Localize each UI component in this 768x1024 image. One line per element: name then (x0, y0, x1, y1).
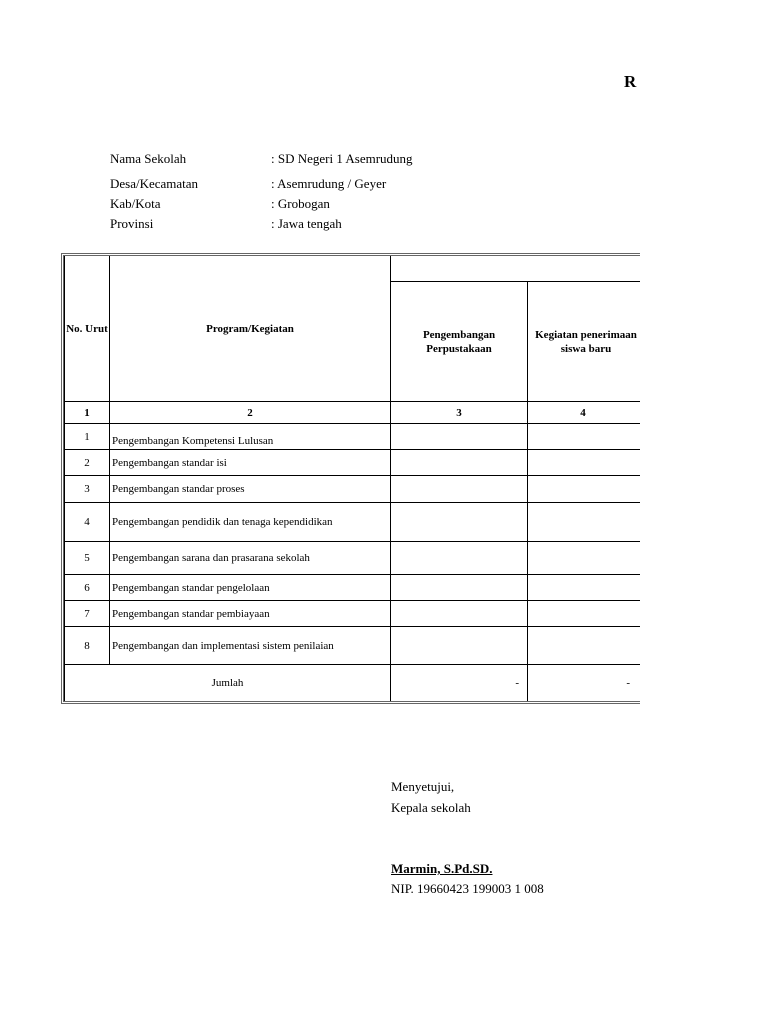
document-title: R (624, 72, 637, 91)
row-col3 (391, 503, 528, 542)
row-no: 4 (64, 503, 110, 542)
row-col3 (391, 601, 528, 627)
signer-name: Marmin, S.Pd.SD. (391, 861, 493, 876)
header-no: No. Urut (64, 256, 110, 402)
row-col3 (391, 542, 528, 575)
header-col4: Kegiatan penerimaan siswa baru (528, 282, 640, 402)
header-program: Program/Kegiatan (110, 256, 391, 402)
approval-text: Menyetujui, (391, 779, 455, 794)
info-value: : Grobogan (271, 196, 330, 211)
row-no: 7 (64, 601, 110, 627)
row-col3 (391, 450, 528, 476)
signer-role: Kepala sekolah (391, 800, 471, 815)
row-no: 2 (64, 450, 110, 476)
row-col3 (391, 575, 528, 601)
info-label: Provinsi (110, 216, 154, 231)
row-col4 (528, 503, 640, 542)
row-no: 1 (64, 424, 110, 450)
total-col3: - (391, 665, 528, 701)
header-col3: Pengembangan Perpustakaan (391, 282, 528, 402)
row-program: Pengembangan pendidik dan tenaga kependidikan (110, 503, 391, 542)
colnum-2: 2 (110, 402, 391, 424)
row-col4 (528, 601, 640, 627)
info-label: Kab/Kota (110, 196, 161, 211)
row-no: 8 (64, 627, 110, 665)
info-value: : Jawa tengah (271, 216, 342, 231)
row-col3 (391, 476, 528, 503)
row-program: Pengembangan standar pembiayaan (110, 601, 391, 627)
row-program: Pengembangan standar proses (110, 476, 391, 503)
row-col4 (528, 575, 640, 601)
row-no: 5 (64, 542, 110, 575)
info-label: Nama Sekolah (110, 151, 187, 166)
row-col3 (391, 424, 528, 450)
colnum-1: 1 (64, 402, 110, 424)
budget-table (61, 253, 640, 704)
row-col3 (391, 627, 528, 665)
row-program: Pengembangan Kompetensi Lulusan (110, 424, 391, 450)
info-label: Desa/Kecamatan (110, 176, 199, 191)
row-col4 (528, 627, 640, 665)
row-program: Pengembangan dan implementasi sistem penilaian (110, 627, 391, 665)
row-no: 6 (64, 575, 110, 601)
colnum-4: 4 (528, 402, 640, 424)
row-program: Pengembangan standar pengelolaan (110, 575, 391, 601)
row-col4 (528, 476, 640, 503)
row-program: Pengembangan sarana dan prasarana sekolah (110, 542, 391, 575)
row-col4 (528, 424, 640, 450)
signer-nip: NIP. 19660423 199003 1 008 (391, 881, 544, 896)
row-col4 (528, 542, 640, 575)
header-group (391, 256, 640, 282)
info-value: : SD Negeri 1 Asemrudung (271, 151, 413, 166)
info-value: : Asemrudung / Geyer (271, 176, 387, 191)
row-program: Pengembangan standar isi (110, 450, 391, 476)
row-no: 3 (64, 476, 110, 503)
total-label: Jumlah (64, 665, 391, 701)
row-col4 (528, 450, 640, 476)
colnum-3: 3 (391, 402, 528, 424)
total-col4: - (528, 665, 640, 701)
